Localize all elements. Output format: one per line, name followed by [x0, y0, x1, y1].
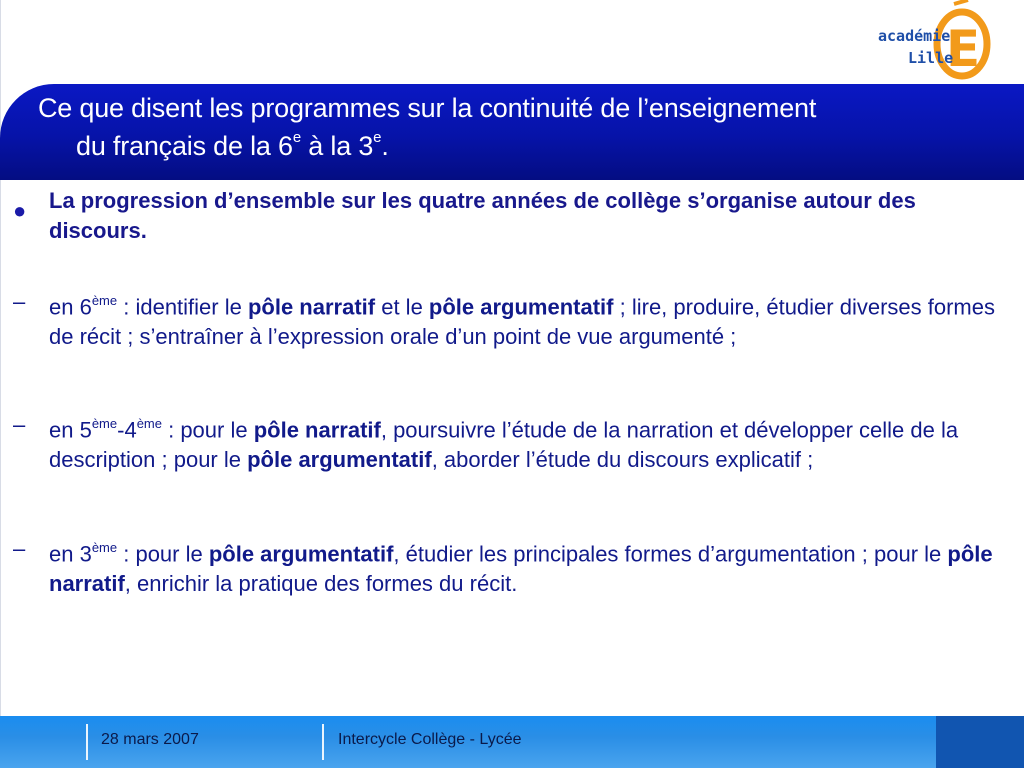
- footer-separator: [322, 724, 324, 760]
- list-item-3e: en 3ème : pour le pôle argumentatif, étudier les principales formes d’argumentation ; pour le pôle narratif, enrichir la pratique des formes du récit.: [49, 540, 993, 597]
- list-item-5e-4e: en 5ème-4ème : pour le pôle narratif, poursuivre l’étude de la narration et développer celle de la description ; pour le pôle argumentatif, aborder l’étude du discours explicatif ;: [49, 416, 959, 473]
- slide-left-border: [0, 0, 1, 768]
- dash-bullet: –: [13, 289, 26, 314]
- bullet-dot-icon: ●: [13, 198, 27, 223]
- slide-title-line2: du français de la 6e à la 3e.: [76, 129, 389, 161]
- main-point: La progression d’ensemble sur les quatre années de collège s’organise autour des discours.: [49, 188, 916, 243]
- footer-dark-block: [936, 716, 1024, 768]
- dash-bullet: –: [13, 536, 26, 561]
- logo-letter: E: [946, 20, 981, 78]
- logo-text-lille: Lille: [908, 49, 954, 67]
- slide-title-line1: Ce que disent les programmes sur la continuité de l’enseignement: [38, 93, 817, 123]
- footer-date: 28 mars 2007: [101, 731, 199, 748]
- dash-bullet: –: [13, 412, 26, 437]
- list-item-6e: en 6ème : identifier le pôle narratif et le pôle argumentatif ; lire, produire, étudier diverses formes de récit ; s’entraîner à l’expression orale d’un point de vue argumenté ;: [49, 293, 995, 350]
- footer-event: Intercycle Collège - Lycée: [338, 731, 522, 748]
- academie-lille-logo: [872, 0, 992, 84]
- logo-text-academie: académie: [878, 27, 951, 45]
- footer-separator: [86, 724, 88, 760]
